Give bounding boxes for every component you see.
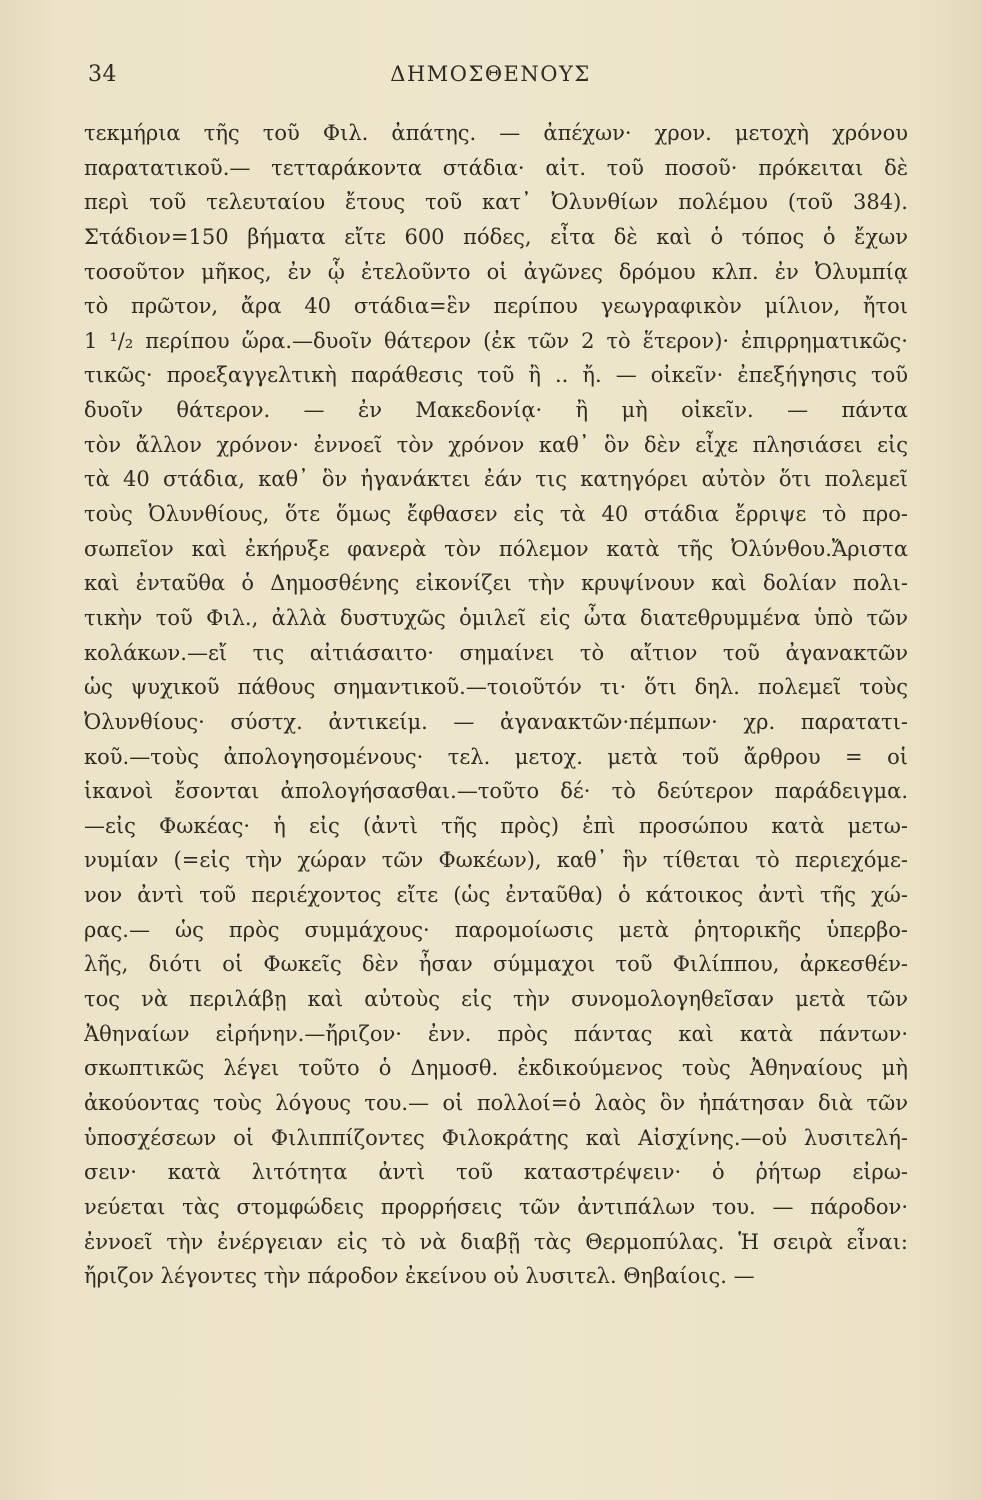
- text-line: νον ἀντὶ τοῦ περιέχοντος εἴτε (ὡς ἐνταῦθα) ὁ κάτοικος ἀντὶ τῆς χώ-: [84, 883, 908, 908]
- text-line: λῆς, διότι οἱ Φωκεῖς δὲν ἦσαν σύμμαχοι τοῦ Φιλίππου, ἀρκεσθέν-: [84, 952, 908, 977]
- text-line: Στάδιον=150 βήματα εἴτε 600 πόδες, εἶτα δὲ καὶ ὁ τόπος ὁ ἔχων: [84, 224, 908, 249]
- commentary-text: [84, 116, 908, 1294]
- text-line: τὸ πρῶτον, ἄρα 40 στάδια=ἓν περίπου γεωγραφικὸν μίλιον, ἤτοι: [84, 294, 908, 319]
- text-line: σειν· κατὰ λιτότητα ἀντὶ τοῦ καταστρέψειν· ὁ ῥήτωρ εἰρω-: [84, 1160, 908, 1185]
- text-line: κοῦ.—τοὺς ἀπολογησομένους· τελ. μετοχ. μετὰ τοῦ ἄρθρου = οἱ: [84, 744, 908, 769]
- text-line: νεύεται τὰς στομφώδεις προρρήσεις τῶν ἀντιπάλων του. — πάροδον·: [84, 1194, 908, 1219]
- text-line: τὸν ἄλλον χρόνον· ἐννοεῖ τὸν χρόνον καθ᾽ ὃν δὲν εἶχε πλησιάσει εἰς: [84, 432, 908, 457]
- text-line: τοσοῦτον μῆκος, ἐν ᾧ ἐτελοῦντο οἱ ἀγῶνες δρόμου κλπ. ἐν Ὀλυμπίᾳ: [84, 259, 908, 284]
- text-line: τεκμήρια τῆς τοῦ Φιλ. ἀπάτης. — ἀπέχων· χρον. μετοχὴ χρόνου: [84, 121, 908, 145]
- text-line: νυμίαν (=εἰς τὴν χώραν τῶν Φωκέων), καθ᾽ ἣν τίθεται τὸ περιεχόμε-: [84, 848, 908, 873]
- text-line: δυοῖν θάτερον. — ἐν Μακεδονίᾳ· ἢ μὴ οἰκεῖν. — πάντα: [84, 398, 908, 423]
- text-line: περὶ τοῦ τελευταίου ἔτους τοῦ κατ᾽ Ὀλυνθίων πολέμου (τοῦ 384).: [84, 190, 908, 215]
- text-line: ἱκανοὶ ἔσονται ἀπολογήσασθαι.—τοῦτο δέ· τὸ δεύτερον παράδειγμα.: [84, 779, 908, 804]
- text-line: τικὴν τοῦ Φιλ., ἀλλὰ δυστυχῶς ὁμιλεῖ εἰς ὦτα διατεθρυμμένα ὑπὸ τῶν: [84, 605, 908, 630]
- page-number: 34: [88, 62, 117, 87]
- text-line: Ὀλυνθίους· σύστχ. ἀντικείμ. — ἀγανακτῶν·πέμπων· χρ. παρατατι-: [84, 709, 908, 734]
- text-line: τικῶς· προεξαγγελτικὴ παράθεσις τοῦ ἢ .. ἤ. — οἰκεῖν· ἐπεξήγησις τοῦ: [84, 363, 908, 388]
- text-line: Ἀθηναίων εἰρήνην.—ἤριζον· ἐνν. πρὸς πάντας καὶ κατὰ πάντων·: [84, 1021, 908, 1046]
- text-line: σκωπτικῶς λέγει τοῦτο ὁ Δημοσθ. ἐκδικούμενος τοὺς Ἀθηναίους μὴ: [84, 1056, 908, 1081]
- running-title: ΔΗΜΟΣΘΕΝΟΥΣ: [390, 62, 591, 86]
- text-line: καὶ ἐνταῦθα ὁ Δημοσθένης εἰκονίζει τὴν κρυψίνουν καὶ δολίαν πολι-: [84, 571, 908, 596]
- text-line: ὑποσχέσεων οἱ Φιλιππίζοντες Φιλοκράτης καὶ Αἰσχίνης.—οὐ λυσιτελή-: [84, 1125, 908, 1150]
- text-line: ἀκούοντας τοὺς λόγους του.— οἱ πολλοί=ὁ λαὸς ὃν ἠπάτησαν διὰ τῶν: [84, 1090, 908, 1115]
- text-line: ἐννοεῖ τὴν ἐνέργειαν εἰς τὸ νὰ διαβῇ τὰς Θερμοπύλας. Ἡ σειρὰ εἶναι:: [84, 1229, 908, 1254]
- text-line: 1 ¹/₂ περίπου ὥρα.—δυοῖν θάτερον (ἐκ τῶν 2 τὸ ἕτερον)· ἐπιρρηματικῶς·: [84, 328, 908, 353]
- text-line: παρατατικοῦ.— τετταράκοντα στάδια· αἰτ. τοῦ ποσοῦ· πρόκειται δὲ: [84, 155, 908, 180]
- text-line: ἤριζον λέγοντες τὴν πάροδον ἐκείνου οὐ λυσιτελ. Θηβαίοις. —: [84, 1264, 755, 1289]
- text-line: ὡς ψυχικοῦ πάθους σημαντικοῦ.—τοιοῦτόν τι· ὅτι δηλ. πολεμεῖ τοὺς: [84, 675, 908, 700]
- text-line: —εἰς Φωκέας· ἡ εἰς (ἀντὶ τῆς πρὸς) ἐπὶ προσώπου κατὰ μετω-: [84, 813, 908, 838]
- text-line: κολάκων.—εἴ τις αἰτιάσαιτο· σημαίνει τὸ αἴτιον τοῦ ἀγανακτῶν: [84, 640, 908, 665]
- page-header: [88, 62, 893, 96]
- text-line: τοὺς Ὀλυνθίους, ὅτε ὅμως ἔφθασεν εἰς τὰ 40 στάδια ἔρριψε τὸ προ-: [84, 502, 908, 527]
- text-line: ρας.— ὡς πρὸς συμμάχους· παρομοίωσις μετὰ ῥητορικῆς ὑπερβο-: [84, 917, 908, 942]
- text-line: σωπεῖον καὶ ἐκήρυξε φανερὰ τὸν πόλεμον κατὰ τῆς Ὀλύνθου.Ἄριστα: [84, 536, 908, 561]
- text-line: τος νὰ περιλάβῃ καὶ αὐτοὺς εἰς τὴν συνομολογηθεῖσαν μετὰ τῶν: [84, 987, 908, 1012]
- text-line: τὰ 40 στάδια, καθ᾽ ὃν ἠγανάκτει ἐάν τις κατηγόρει αὐτὸν ὅτι πολεμεῖ: [84, 467, 908, 492]
